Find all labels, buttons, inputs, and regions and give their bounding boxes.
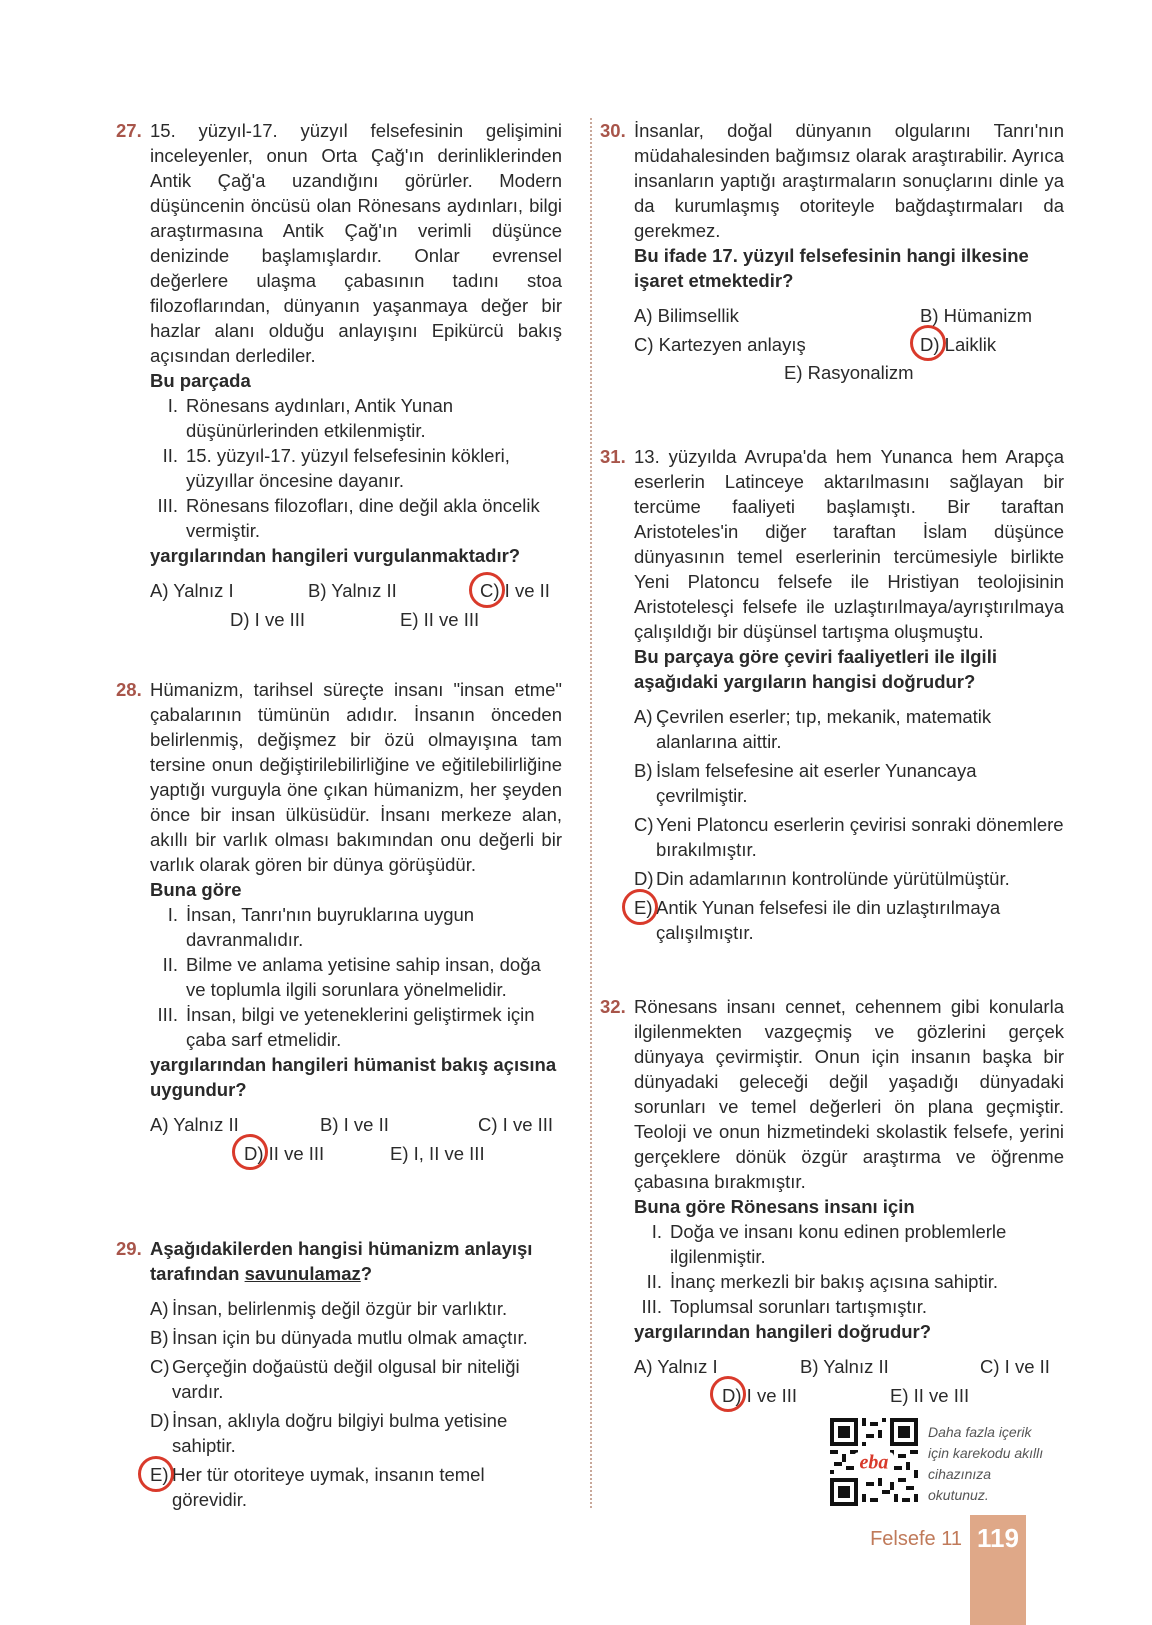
option-d[interactable]: D) Din adamlarının kontrolünde yürütülmüştür. — [634, 868, 1010, 889]
question-lead: Buna göre — [150, 879, 242, 900]
answer-circle — [138, 1456, 174, 1492]
question-passage: Rönesans insanı cennet, cehennem gibi konularla ilgilenmekten vazgeçmiş ve gözlerini gerçek dünyaya çevirmiştir. Onun için insanın başka bir dünyadaki geleceği değil yaşadığı dünyadaki sorunları ve temel değerleri ön plana geçmiştir. Teoloji ve onun hizmetindeki skolastik felsefe, yerini gerçeklere dönük özgür araştırma ve öğrenme çabasına bırakmıştır. — [634, 996, 1064, 1192]
question-prompt: yargılarından hangileri doğrudur? — [634, 1321, 932, 1342]
question-31 — [600, 444, 1064, 945]
option-c[interactable]: C) Kartezyen anlayış — [634, 334, 806, 355]
option-b[interactable]: B) Yalnız II — [800, 1356, 889, 1377]
question-lead: Bu parçada — [150, 370, 251, 391]
option-a[interactable]: A) Bilimsellik — [634, 305, 739, 326]
question-number: 30. — [600, 120, 626, 141]
option-b[interactable]: B) İslam felsefesine ait eserler Yunancaya çevrilmiştir. — [634, 760, 977, 806]
qr-instruction: Daha fazla içerik için karekodu akıllı cihazınıza okutunuz. — [928, 1424, 1044, 1503]
option-c[interactable]: C) I ve II — [980, 1356, 1050, 1377]
question-number: 32. — [600, 996, 626, 1017]
option-e[interactable]: E) Her tür otoriteye uymak, insanın temel görevidir. — [150, 1462, 562, 1512]
question-lead: Buna göre Rönesans insanı için — [634, 1196, 915, 1217]
question-prompt: Aşağıdakilerden hangisi hümanizm anlayışı tarafından savunulamaz? — [150, 1238, 533, 1284]
question-number: 29. — [116, 1238, 142, 1259]
question-passage: 13. yüzyılda Avrupa'da hem Yunanca hem Arapça eserlerin Latinceye aktarılmasını sağlayan bir tercüme faaliyeti başlamıştı. Bir taraftan Aristoteles'in diğer taraftan İslam düşünce dünyasının temel eserlerinin tercümesiyle birlikte Yeni Platoncu felsefe ile Hristiyan teolojisinin Aristotelesçi felsefe ile uzlaştırılmaya/ayrıştırılmaya çalışıldığı bir düşünsel tartışma oluşmuştu. — [634, 446, 1064, 642]
question-passage: İnsanlar, doğal dünyanın olgularını Tanrı'nın müdahalesinden bağımsız olarak araştırabilir. Ayrıca insanların yaptığı araştırmaların sonuçlarını dinle ya da kurumlaşmış otoriteyle bağdaştırmaları da gerekmez. — [634, 120, 1064, 241]
question-prompt: Bu ifade 17. yüzyıl felsefesinin hangi ilkesine işaret etmektedir? — [634, 245, 1029, 291]
question-number: 28. — [116, 679, 142, 700]
statement-item: III. Rönesans filozofları, dine değil akla öncelik vermiştir. — [157, 495, 540, 541]
option-c[interactable]: C) Gerçeğin doğaüstü değil olgusal bir niteliği vardır. — [150, 1356, 520, 1402]
question-number: 27. — [116, 120, 142, 141]
option-c[interactable]: C) I ve II — [480, 580, 550, 601]
option-e[interactable]: E) Rasyonalizm — [784, 362, 914, 383]
option-e[interactable]: E) II ve III — [400, 609, 480, 630]
option-b[interactable]: B) Yalnız II — [308, 580, 397, 601]
option-e[interactable]: E) I, II ve III — [390, 1143, 485, 1164]
statement-item: II. İnanç merkezli bir bakış açısına sahiptir. — [646, 1271, 999, 1292]
question-28 — [116, 677, 562, 1172]
statement-item: I. Rönesans aydınları, Antik Yunan düşünürlerinden etkilenmiştir. — [167, 395, 454, 441]
question-29 — [116, 1236, 562, 1512]
statement-item: III. İnsan, bilgi ve yeteneklerini geliştirmek için çaba sarf etmelidir. — [157, 1004, 535, 1050]
column-divider — [590, 118, 592, 1508]
question-32 — [600, 994, 1064, 1414]
statement-item: III. Toplumsal sorunları tartışmıştır. — [641, 1296, 928, 1317]
answer-circle — [622, 889, 658, 925]
option-d[interactable]: D) II ve III — [244, 1143, 325, 1164]
option-c[interactable]: C) Yeni Platoncu eserlerin çevirisi sonraki dönemlere bırakılmıştır. — [634, 814, 1064, 860]
answer-circle — [710, 1376, 746, 1412]
option-e[interactable]: E) II ve III — [890, 1385, 970, 1406]
question-prompt: Bu parçaya göre çeviri faaliyetleri ile ilgili aşağıdaki yargıların hangisi doğrudur? — [634, 646, 997, 692]
option-b[interactable]: B) I ve II — [320, 1114, 389, 1135]
question-number: 31. — [600, 446, 626, 467]
answer-circle — [910, 325, 946, 361]
question-prompt: yargılarından hangileri vurgulanmaktadır? — [150, 545, 521, 566]
question-prompt: yargılarından hangileri hümanist bakış açısına uygundur? — [150, 1054, 557, 1100]
option-a[interactable]: A) Yalnız II — [150, 1114, 239, 1135]
statement-item: II. Bilme ve anlama yetisine sahip insan, doğa ve toplumla ilgili sorunlara yönelmelidir. — [162, 954, 541, 1000]
option-a[interactable]: A) Yalnız I — [634, 1356, 718, 1377]
option-d[interactable]: D) İnsan, aklıyla doğru bilgiyi bulma yetisine sahiptir. — [150, 1410, 508, 1456]
question-passage: 15. yüzyıl-17. yüzyıl felsefesinin gelişimini inceleyenler, onun Orta Çağ'ın derinliklerinden Antik Çağ'a uzandığını görürler. Modern düşüncenin öncüsü olan Rönesans aydınları, bilgi araştırmasına Antik Çağ'ın verimli düşünce denizinde başlamışlardır. Onlar evrensel değerlere ulaşma çabasının tadını stoa filozoflarından, dünyanın yaşanmaya değer bir hazlar alanı olduğu anlayışını Epikürcü bakış açısından derlediler. — [150, 120, 562, 366]
eba-logo: eba — [859, 1451, 889, 1474]
option-a[interactable]: A) Yalnız I — [150, 580, 234, 601]
option-a[interactable]: A) İnsan, belirlenmiş değil özgür bir varlıktır. — [150, 1298, 508, 1319]
option-d[interactable]: D) I ve III — [230, 609, 306, 630]
answer-circle — [469, 572, 505, 608]
question-passage: Hümanizm, tarihsel süreçte insanı "insan etme" çabalarının tümünün adıdır. İnsanın önceden belirlenmiş, değişmez bir özü olmayışına tam tersine onun değiştirilebilirliğine ve eğitilebilirliğine yaptığı vurguyla öne çıkan hümanizm, her şeyden önce bir insan ülküsüdür. İnsanı merkeze alan, akıllı bir varlık olması bakımından onu değerli bir varlık olarak gören bir dünya görüşüdür. — [150, 679, 562, 875]
question-30 — [600, 118, 1064, 389]
statement-item: I. İnsan, Tanrı'nın buyruklarına uygun davranmalıdır. — [167, 904, 475, 950]
statement-item: I. Doğa ve insanı konu edinen problemlerle ilgilenmiştir. — [651, 1221, 1007, 1267]
book-title: Felsefe 11 — [870, 1528, 962, 1550]
option-d[interactable]: D) I ve III — [722, 1385, 798, 1406]
qr-code-icon[interactable] — [830, 1418, 918, 1506]
answer-circle — [232, 1134, 268, 1170]
question-27 — [116, 118, 562, 638]
option-d[interactable]: D) Laiklik — [920, 334, 997, 355]
page-number-box — [970, 1515, 1026, 1625]
option-b[interactable]: B) İnsan için bu dünyada mutlu olmak amaçtır. — [150, 1327, 528, 1348]
page-number: 119 — [977, 1523, 1019, 1553]
option-a[interactable]: A) Çevrilen eserler; tıp, mekanik, matematik alanlarına aittir. — [634, 706, 992, 752]
statement-item: II. 15. yüzyıl-17. yüzyıl felsefesinin kökleri, yüzyıllar öncesine dayanır. — [162, 445, 510, 491]
option-c[interactable]: C) I ve III — [478, 1114, 554, 1135]
option-b[interactable]: B) Hümanizm — [920, 305, 1033, 326]
option-e[interactable]: E) Antik Yunan felsefesi ile din uzlaştırılmaya çalışılmıştır. — [634, 895, 1064, 945]
